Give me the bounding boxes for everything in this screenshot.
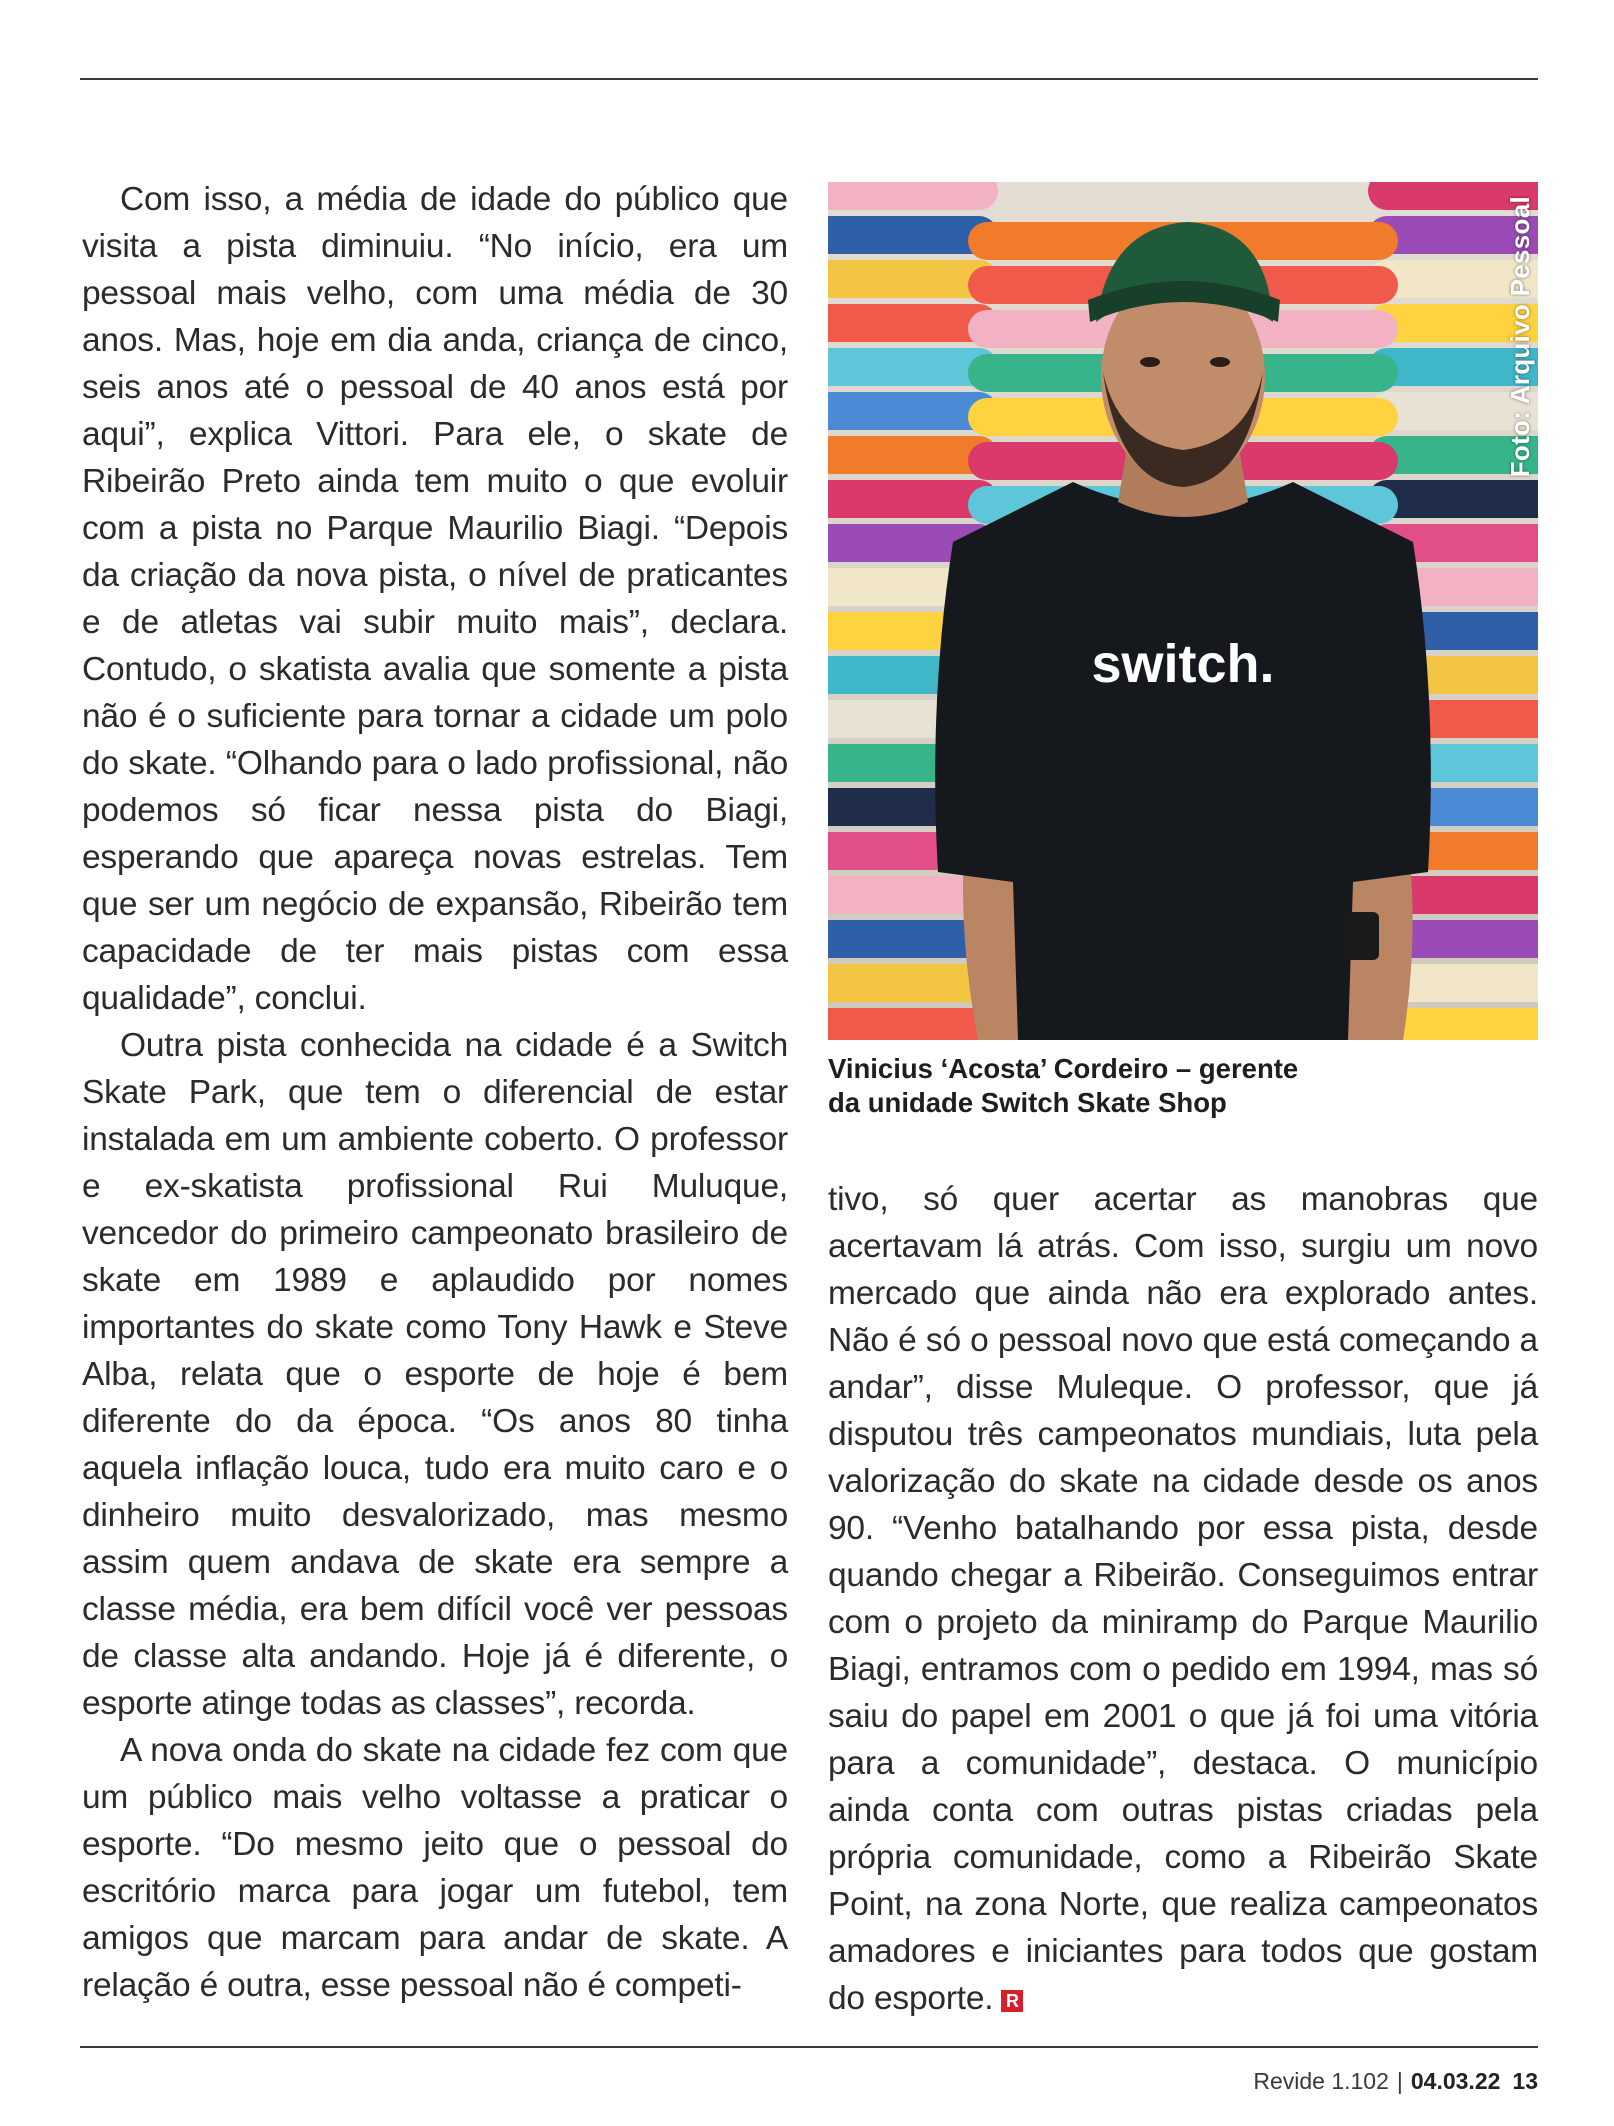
caption-line: da unidade Switch Skate Shop [828, 1087, 1227, 1118]
magazine-issue: Revide 1.102 [1253, 2068, 1389, 2094]
page-footer [1253, 2068, 1538, 2095]
header-rule [80, 78, 1538, 80]
paragraph: tivo, só quer acertar as manobras que acertavam lá atrás. Com isso, surgiu um novo mercado que ainda não era explorado antes. Não é só o pessoal novo que está começando a andar”, disse Muleque. O professor, que já disputou três campeonatos mundiais, luta pela valorização do skate na cidade desde os anos 90. “Venho batalhando por essa pista, desde quando chegar a Ribeirão. Conseguimos entrar com o projeto da miniramp do Parque Maurilio Biagi, entramos com o pedido em 1994, mas só saiu do papel em 2001 o que já foi uma vitória para a comunidade”, destaca. O município ainda conta com outras pistas criadas pela própria comunidade, como a Ribeirão Skate Point, na zona Norte, que realiza campeonatos amadores e iniciantes para todos que gostam do esporte. [828, 1181, 1538, 2017]
skate-shop-portrait [828, 182, 1538, 1040]
article-left-column [82, 176, 788, 2009]
page-number: 13 [1512, 2068, 1538, 2094]
article-right-column [828, 1176, 1538, 2022]
photo-credit: Foto: Arquivo Pessoal [1505, 196, 1535, 478]
article-photo [828, 182, 1538, 1040]
shirt-logo: switch. [1091, 634, 1275, 694]
paragraph: Outra pista conhecida na cidade é a Switch Skate Park, que tem o diferencial de estar instalada em um ambiente coberto. O professor e ex-skatista profissional Rui Muluque, vencedor do primeiro campeonato brasileiro de skate em 1989 e aplaudido por nomes importantes do skate como Tony Hawk e Steve Alba, relata que o esporte de hoje é bem diferente do da época. “Os anos 80 tinha aquela inflação louca, tudo era muito caro e o dinheiro muito desvalorizado, mas mesmo assim quem andava de skate era sempre a classe média, era bem difícil você ver pessoas de classe alta andando. Hoje já é diferente, o esporte atinge todas as classes”, recorda. [82, 1027, 788, 1722]
photo-caption [828, 1052, 1548, 1120]
paragraph: Com isso, a média de idade do público que visita a pista diminuiu. “No início, era um pessoal mais velho, com uma média de 30 anos. Mas, hoje em dia anda, criança de cinco, seis anos até o pessoal de 40 anos está por aqui”, explica Vittori. Para ele, o skate de Ribeirão Preto ainda tem muito o que evoluir com a pista no Parque Maurilio Biagi. “Depois da criação da nova pista, o nível de praticantes e de atletas vai subir muito mais”, declara. Contudo, o skatista avalia que somente a pista não é o suficiente para tornar a cidade um polo do skate. “Olhando para o lado profissional, não podemos só ficar nessa pista do Biagi, esperando que apareça novas estrelas. Tem que ser um negócio de expansão, Ribeirão tem capacidade de ter mais pistas com essa qualidade”, conclui. [82, 181, 788, 1017]
footer-rule [80, 2046, 1538, 2048]
paragraph: A nova onda do skate na cidade fez com que um público mais velho voltasse a praticar o esporte. “Do mesmo jeito que o pessoal do escritório marca para jogar um futebol, tem amigos que marcam para andar de skate. A relação é outra, esse pessoal não é competi- [82, 1732, 788, 2004]
footer-separator: | [1396, 2068, 1403, 2094]
caption-line: Vinicius ‘Acosta’ Cordeiro – gerente [828, 1053, 1299, 1084]
issue-date: 04.03.22 [1410, 2068, 1501, 2094]
skateboard-deck [828, 1008, 998, 1040]
end-of-article-icon: R [1001, 1990, 1023, 2012]
skateboard-deck [828, 182, 998, 210]
